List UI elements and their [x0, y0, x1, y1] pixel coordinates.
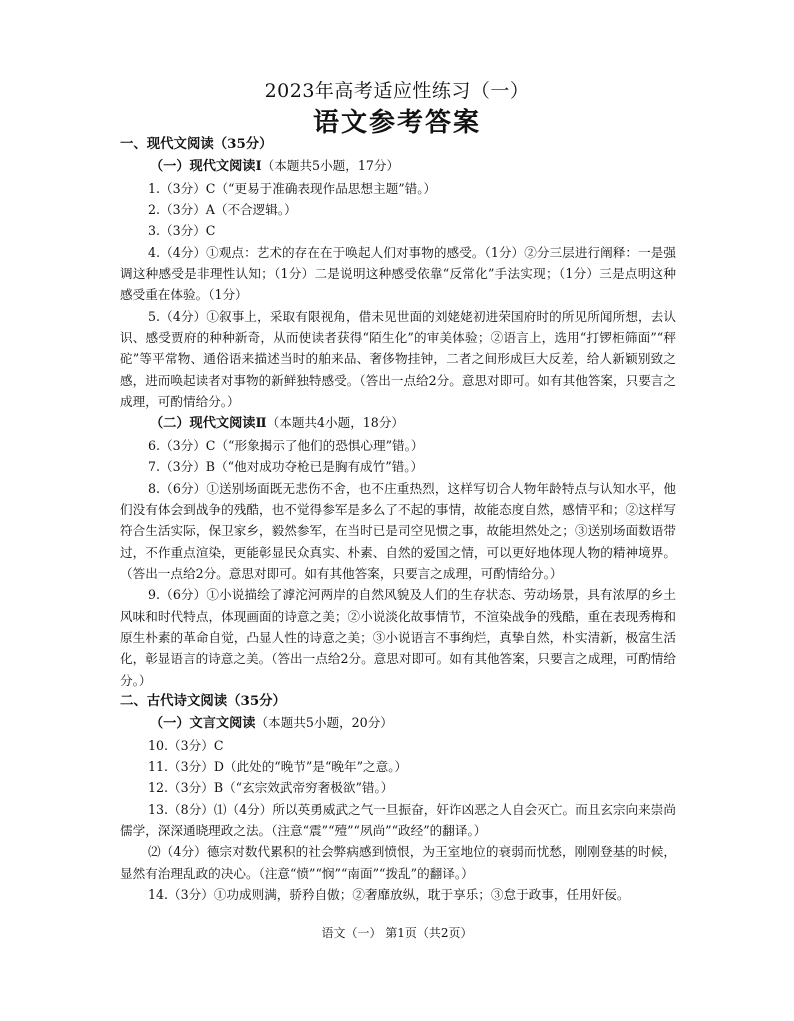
subsection-title: （二）现代文阅读Ⅱ [150, 416, 267, 432]
subsection-heading [120, 712, 676, 734]
answer-q1: 1.（3分）C（“更易于准确表现作品思想主题”错。） [148, 180, 437, 196]
answer-q13-part1: 13.（8分）⑴（4分）所以英勇威武之气一旦振奋，奸诈凶恶之人自会灭亡。而且玄宗向来崇尚儒学，深深通晓理政之法。（注意“震”“殪”“夙尚”“政经”的翻译。） [120, 801, 676, 838]
answer-q7: 7.（3分）B（“他对成功夺枪已是胸有成竹”错。） [148, 459, 424, 475]
section-heading-classical-reading: 二、古代诗文阅读（35分） [120, 692, 286, 709]
answer-q14: 14.（3分）①功成则满，骄矜自傲；②奢靡放纵，耽于享乐；③怠于政事，任用奸佞。 [148, 887, 630, 903]
subsection-note: （本题共5小题，17分） [261, 158, 400, 174]
answer-q3: 3.（3分）C [148, 223, 216, 239]
answer-q13-part2: ⑵（4分）德宗对数代累积的社会弊病感到愤恨，为王室地位的衰弱而忧愁，刚刚登基的时候，显然有治理乱政的决心。（注意“愤”“悯”“南面”“拨乱”的翻译。） [120, 844, 676, 881]
answer-q11: 11.（3分）D（此处的“晚节”是“晚年”之意。） [148, 758, 408, 774]
answer-q10: 10.（3分）C [148, 737, 224, 753]
answer-q9: 9.（6分）①小说描绘了滹沱河两岸的自然风貌及人们的生存状态、劳动场景，具有浓厚的乡土风味和时代特点，体现画面的诗意之美；②小说淡化故事情节，不渲染战争的残酷，重在表现秀梅和原生朴素的革命自觉，凸显人性的诗意之美；③小说语言不事绚烂，真挚自然，朴实清新，极富生活化，彰显语言的诗意之美。（答出一点给2分。意思对即可。如有其他答案，只要言之成理，可酌情给分。） [120, 587, 676, 688]
answer-q8: 8.（6分）①送别场面既无悲伤不舍，也不庄重热烈，这样写切合人物年龄特点与认知水平，他们没有体会到战争的残酷，也不觉得参军是多么了不起的事情，故能态度自然，感情平和；②这样写符合生活实际，保卫家乡，毅然参军，在当时已是司空见惯之事，故能坦然处之；③送别场面数语带过，不作重点渲染，更能彰显民众真实、朴素、自然的爱国之情，可以更好地体现人物的精神境界。（答出一点给2分。意思对即可。如有其他答案，只要言之成理，可酌情给分。） [120, 480, 676, 581]
answer-q6: 6.（3分）C（“形象揭示了他们的恐惧心理”错。） [148, 437, 424, 453]
answer-content [120, 134, 676, 905]
subsection-title: （一）现代文阅读Ⅰ [150, 159, 262, 175]
subsection-note: （本题共5小题，20分） [255, 715, 393, 731]
subsection-note: （本题共4小题，18分） [266, 415, 405, 431]
section-heading-modern-reading: 一、现代文阅读（35分） [120, 136, 273, 152]
answer-q5: 5.（4分）①叙事上，采取有限视角，借未见世面的刘姥姥初进荣国府时的所见所闻所想，去认识、感受贾府的种种新奇，从而使读者获得“陌生化”的审美体验；②语言上，选用“打锣柜筛面”“秤砣”等平常物、通俗语来描述当时的舶来品、奢侈物挂钟，二者之间形成巨大反差，给人新颖别致之感，进而唤起读者对事物的新鲜独特感受。（答出一点给2分。意思对即可。如有其他答案，只要言之成理，可酌情给分。） [120, 308, 676, 410]
page-footer: 语文（一） 第1页（共2页） [321, 926, 473, 940]
answer-q12: 12.（3分）B（“玄宗效武帝穷奢极欲”错。） [148, 780, 394, 796]
exam-title: 2023年高考适应性练习（一） [264, 80, 530, 102]
answer-q4: 4.（4分）①观点：艺术的存在在于唤起人们对事物的感受。（1分）②分三层进行阐释：一是强调这种感受是非理性认知；（1分）二是说明这种感受依靠“反常化”手法实现；（1分）三是点明这种感受重在体验。（1分） [120, 244, 676, 303]
subsection-heading [120, 155, 676, 177]
subsection-heading [120, 412, 676, 434]
document-title: 语文参考答案 [312, 108, 481, 138]
answer-q2: 2.（3分）A（不合逻辑。） [148, 202, 297, 218]
subsection-title: （一）文言文阅读 [150, 716, 256, 732]
